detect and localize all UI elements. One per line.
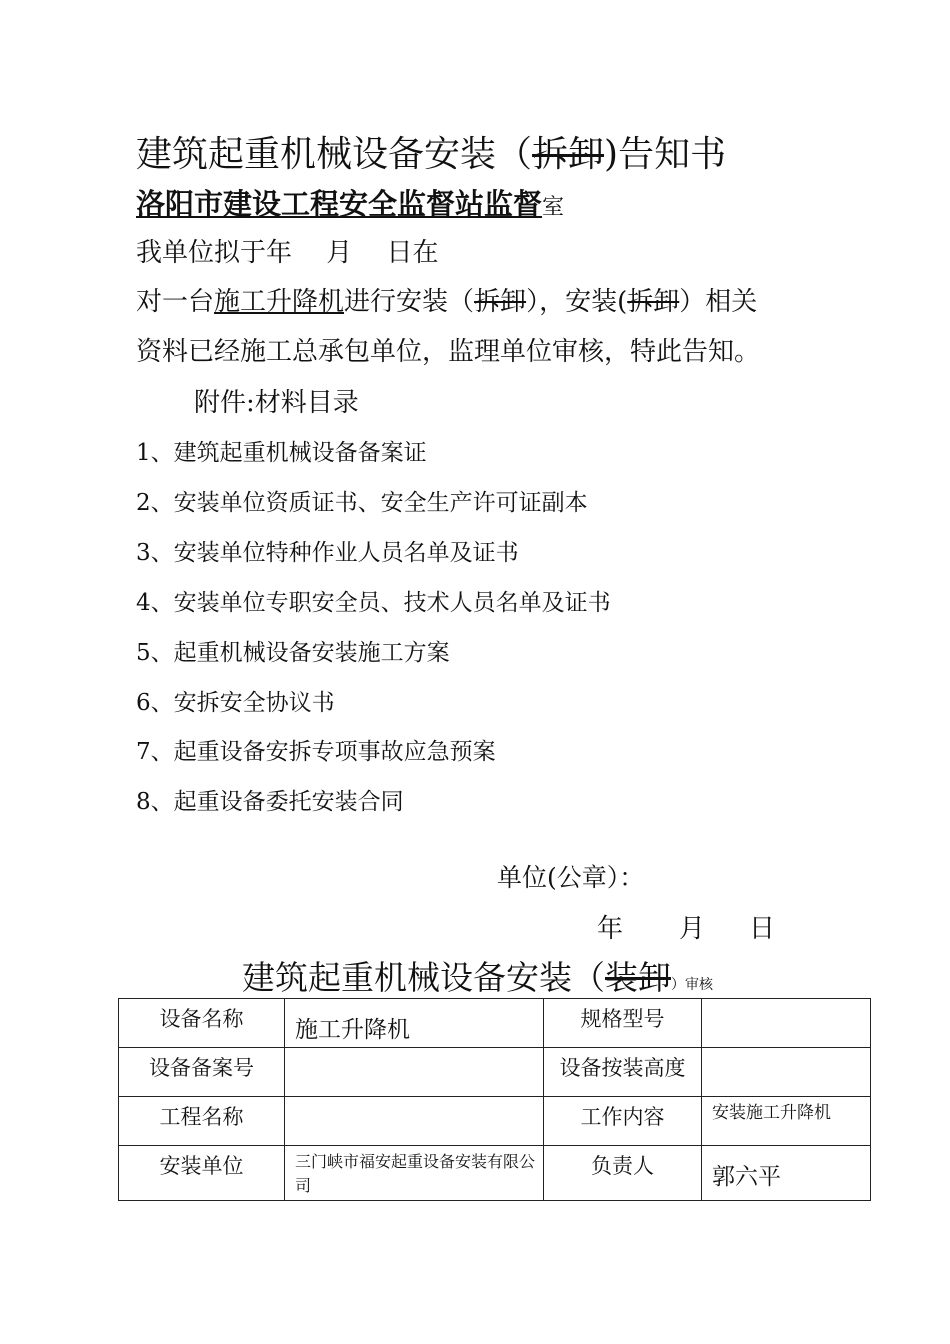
label-record-number: 设备备案号 (119, 1048, 285, 1097)
device-strike1: 拆卸 (474, 287, 527, 317)
value-person-in-charge: 郭六平 (702, 1146, 871, 1201)
label-device-name: 设备名称 (119, 999, 285, 1048)
body-device-line (136, 281, 757, 318)
label-work-content: 工作内容 (544, 1097, 702, 1146)
list-item: 5、起重机械设备安装施工方案 (136, 640, 450, 666)
recipient-suffix: 室 (542, 195, 565, 220)
notice-title-strike: 拆卸 (532, 134, 605, 175)
table-row (119, 1097, 871, 1146)
attachment-label: 附件:材料目录 (194, 388, 359, 418)
unit-seal-label: 单位(公章）： (497, 863, 645, 892)
label-model: 规格型号 (544, 999, 702, 1048)
table-row (119, 999, 871, 1048)
table-row (119, 1048, 871, 1097)
review-title-suffix: ）审核 (671, 977, 713, 993)
review-table (118, 998, 871, 1201)
sign-date (597, 908, 775, 945)
list-item: 3、安装单位特种作业人员名单及证书 (136, 540, 519, 566)
label-install-height: 设备按装高度 (544, 1048, 702, 1097)
device-name: 施工升降机 (214, 287, 345, 317)
device-mid1: 进行安装（ (344, 287, 475, 317)
notice-title-main: 建筑起重机械设备安装（ (136, 134, 533, 175)
list-item: 8、起重设备委托安装合同 (136, 789, 404, 815)
date-month: 月 (679, 914, 706, 944)
recipient-name: 洛阳市建设工程安全监督站监督 (136, 187, 543, 221)
value-install-unit: 三门峡市福安起重设备安装有限公司 (285, 1146, 544, 1201)
review-title (242, 952, 713, 999)
recipient-line (136, 182, 564, 223)
label-install-unit: 安装单位 (119, 1146, 285, 1201)
device-end: ）相关 (679, 287, 758, 317)
notice-title-end: )告知书 (604, 134, 727, 175)
list-item: 2、安装单位资质证书、安全生产许可证副本 (136, 490, 588, 516)
date-year: 年 (597, 914, 624, 944)
notice-title (136, 126, 726, 177)
list-item: 1、建筑起重机械设备备案证 (136, 440, 427, 466)
body-statement-line: 资料已经施工总承包单位，监理单位审核，特此告知。 (136, 337, 761, 367)
value-work-content: 安装施工升降机 (702, 1097, 871, 1146)
device-strike2: 拆卸 (627, 287, 680, 317)
review-title-main: 建筑起重机械设备安装（ (242, 958, 605, 997)
value-device-name: 施工升降机 (285, 999, 544, 1048)
table-row (119, 1146, 871, 1201)
device-mid2: ），安装( (526, 287, 628, 317)
list-item: 6、安拆安全协议书 (136, 690, 335, 716)
body-date-line: 我单位拟于年 月 日在 (136, 238, 439, 268)
list-item: 4、安装单位专职安全员、技术人员名单及证书 (136, 590, 611, 616)
label-person-in-charge: 负责人 (544, 1146, 702, 1201)
value-install-height (702, 1048, 871, 1097)
label-project-name: 工程名称 (119, 1097, 285, 1146)
review-title-strike: 装卸 (605, 958, 671, 997)
date-day: 日 (749, 914, 776, 944)
list-item: 7、起重设备安拆专项事故应急预案 (136, 739, 496, 765)
device-prefix: 对一台 (136, 287, 215, 317)
value-project-name (285, 1097, 544, 1146)
value-model (702, 999, 871, 1048)
value-record-number (285, 1048, 544, 1097)
